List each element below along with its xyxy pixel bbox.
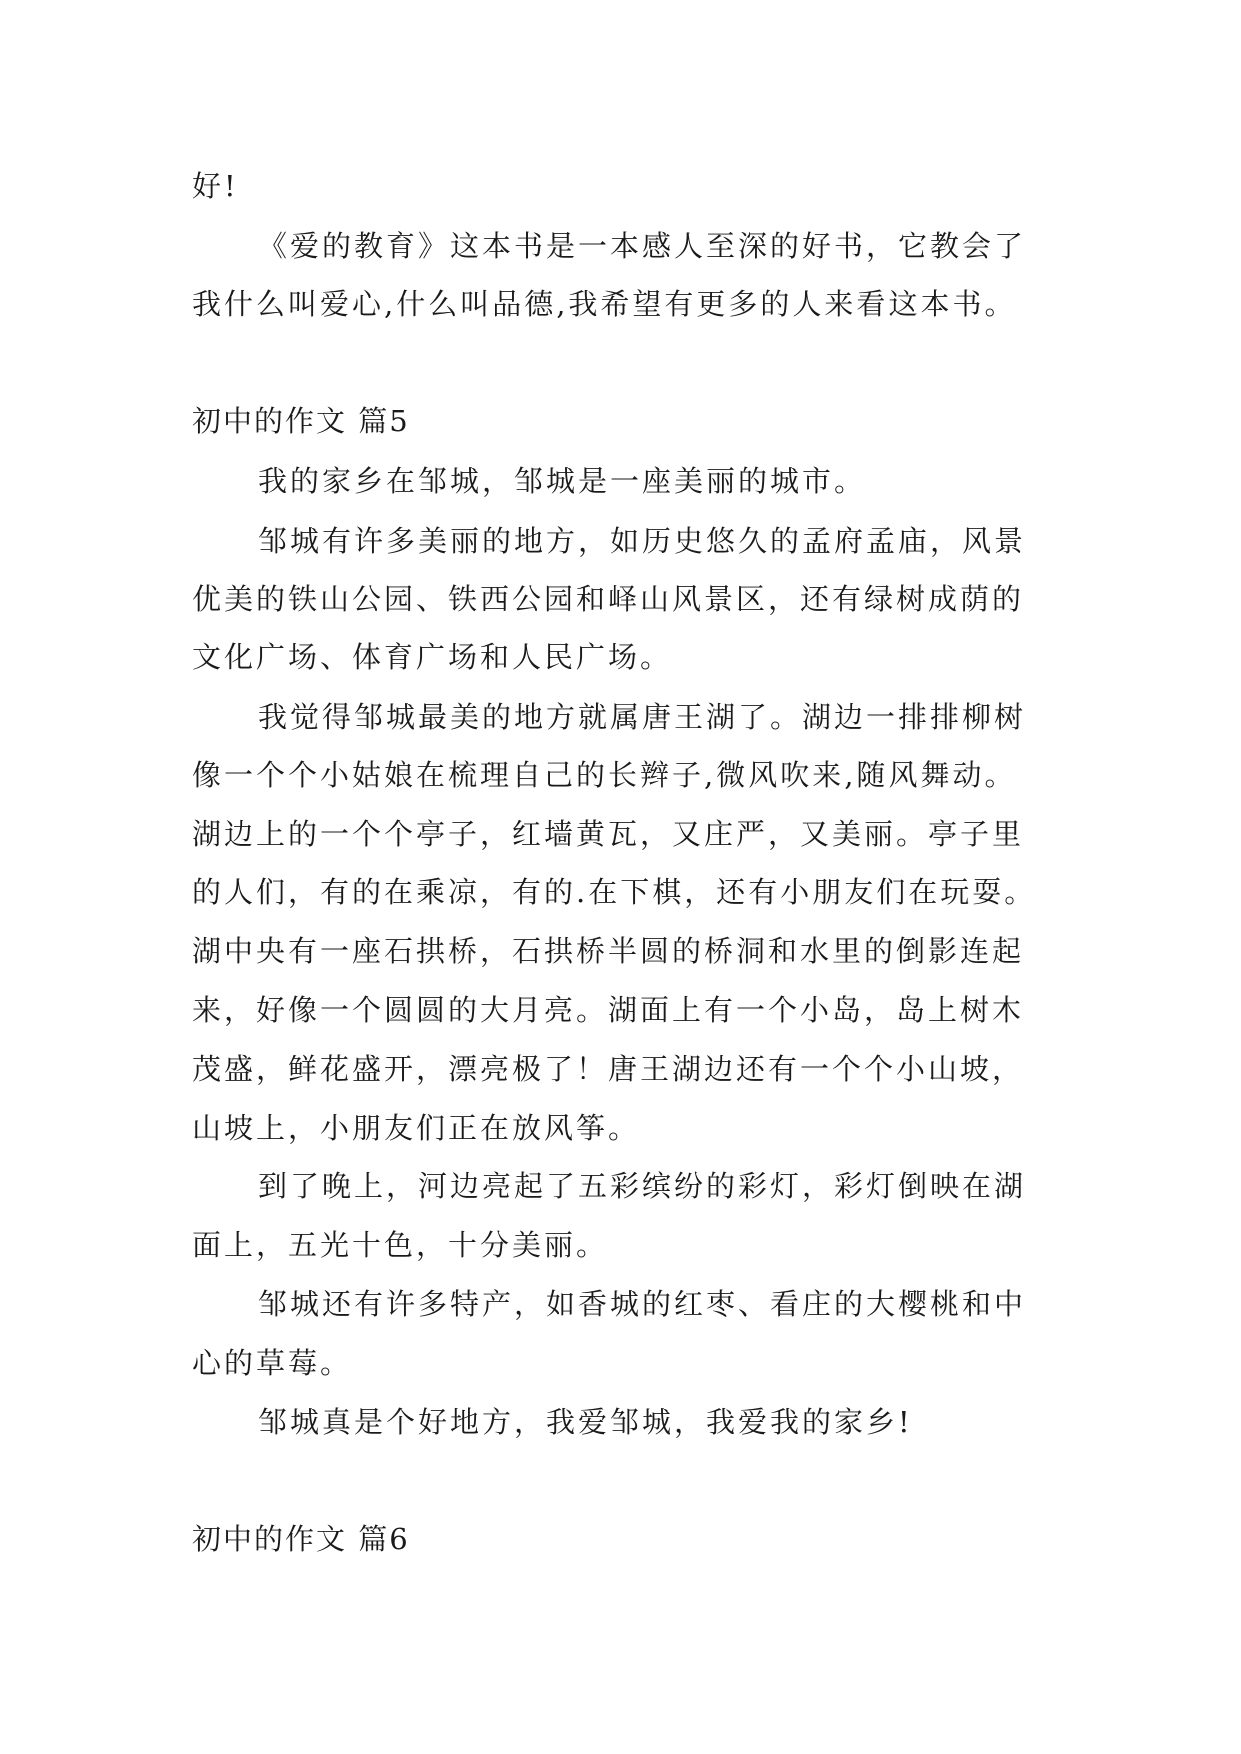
section-heading: 初中的作文 篇5 [192, 404, 410, 438]
section-heading: 初中的作文 篇6 [192, 1522, 410, 1556]
paragraph-line: 面上，五光十色，十分美丽。 [192, 1228, 609, 1262]
paragraph-line: 到了晚上，河边亮起了五彩缤纷的彩灯，彩灯倒映在湖 [258, 1169, 1027, 1203]
paragraph-line: 像一个个小姑娘在梳理自己的长辫子,微风吹来,随风舞动。 [192, 758, 1017, 792]
paragraph-line: 好! [192, 169, 239, 203]
paragraph-line: 我什么叫爱心,什么叫品德,我希望有更多的人来看这本书。 [192, 287, 1017, 321]
paragraph-line: 邹城有许多美丽的地方，如历史悠久的孟府孟庙，风景 [258, 524, 1027, 558]
paragraph-line: 我觉得邹城最美的地方就属唐王湖了。湖边一排排柳树 [258, 700, 1027, 734]
paragraph-line: 心的草莓。 [192, 1346, 353, 1380]
paragraph-line: 湖中央有一座石拱桥，石拱桥半圆的桥洞和水里的倒影连起 [192, 934, 1025, 968]
paragraph-line: 的人们，有的在乘凉，有的.在下棋，还有小朋友们在玩耍。 [192, 875, 1037, 909]
paragraph-line: 来，好像一个圆圆的大月亮。湖面上有一个小岛，岛上树木 [192, 993, 1025, 1027]
paragraph-line: 茂盛，鲜花盛开，漂亮极了！唐王湖边还有一个个小山坡， [192, 1052, 1025, 1086]
paragraph-line: 邹城真是个好地方，我爱邹城，我爱我的家乡! [258, 1405, 913, 1439]
paragraph-line: 山坡上，小朋友们正在放风筝。 [192, 1111, 641, 1145]
paragraph-line: 文化广场、体育广场和人民广场。 [192, 640, 673, 674]
paragraph-line: 湖边上的一个个亭子，红墙黄瓦，又庄严，又美丽。亭子里 [192, 817, 1025, 851]
paragraph-line: 《爱的教育》这本书是一本感人至深的好书，它教会了 [258, 229, 1027, 263]
paragraph-line: 我的家乡在邹城，邹城是一座美丽的城市。 [258, 464, 867, 498]
paragraph-line: 优美的铁山公园、铁西公园和峄山风景区，还有绿树成荫的 [192, 582, 1025, 616]
paragraph-line: 邹城还有许多特产，如香城的红枣、看庄的大樱桃和中 [258, 1287, 1027, 1321]
